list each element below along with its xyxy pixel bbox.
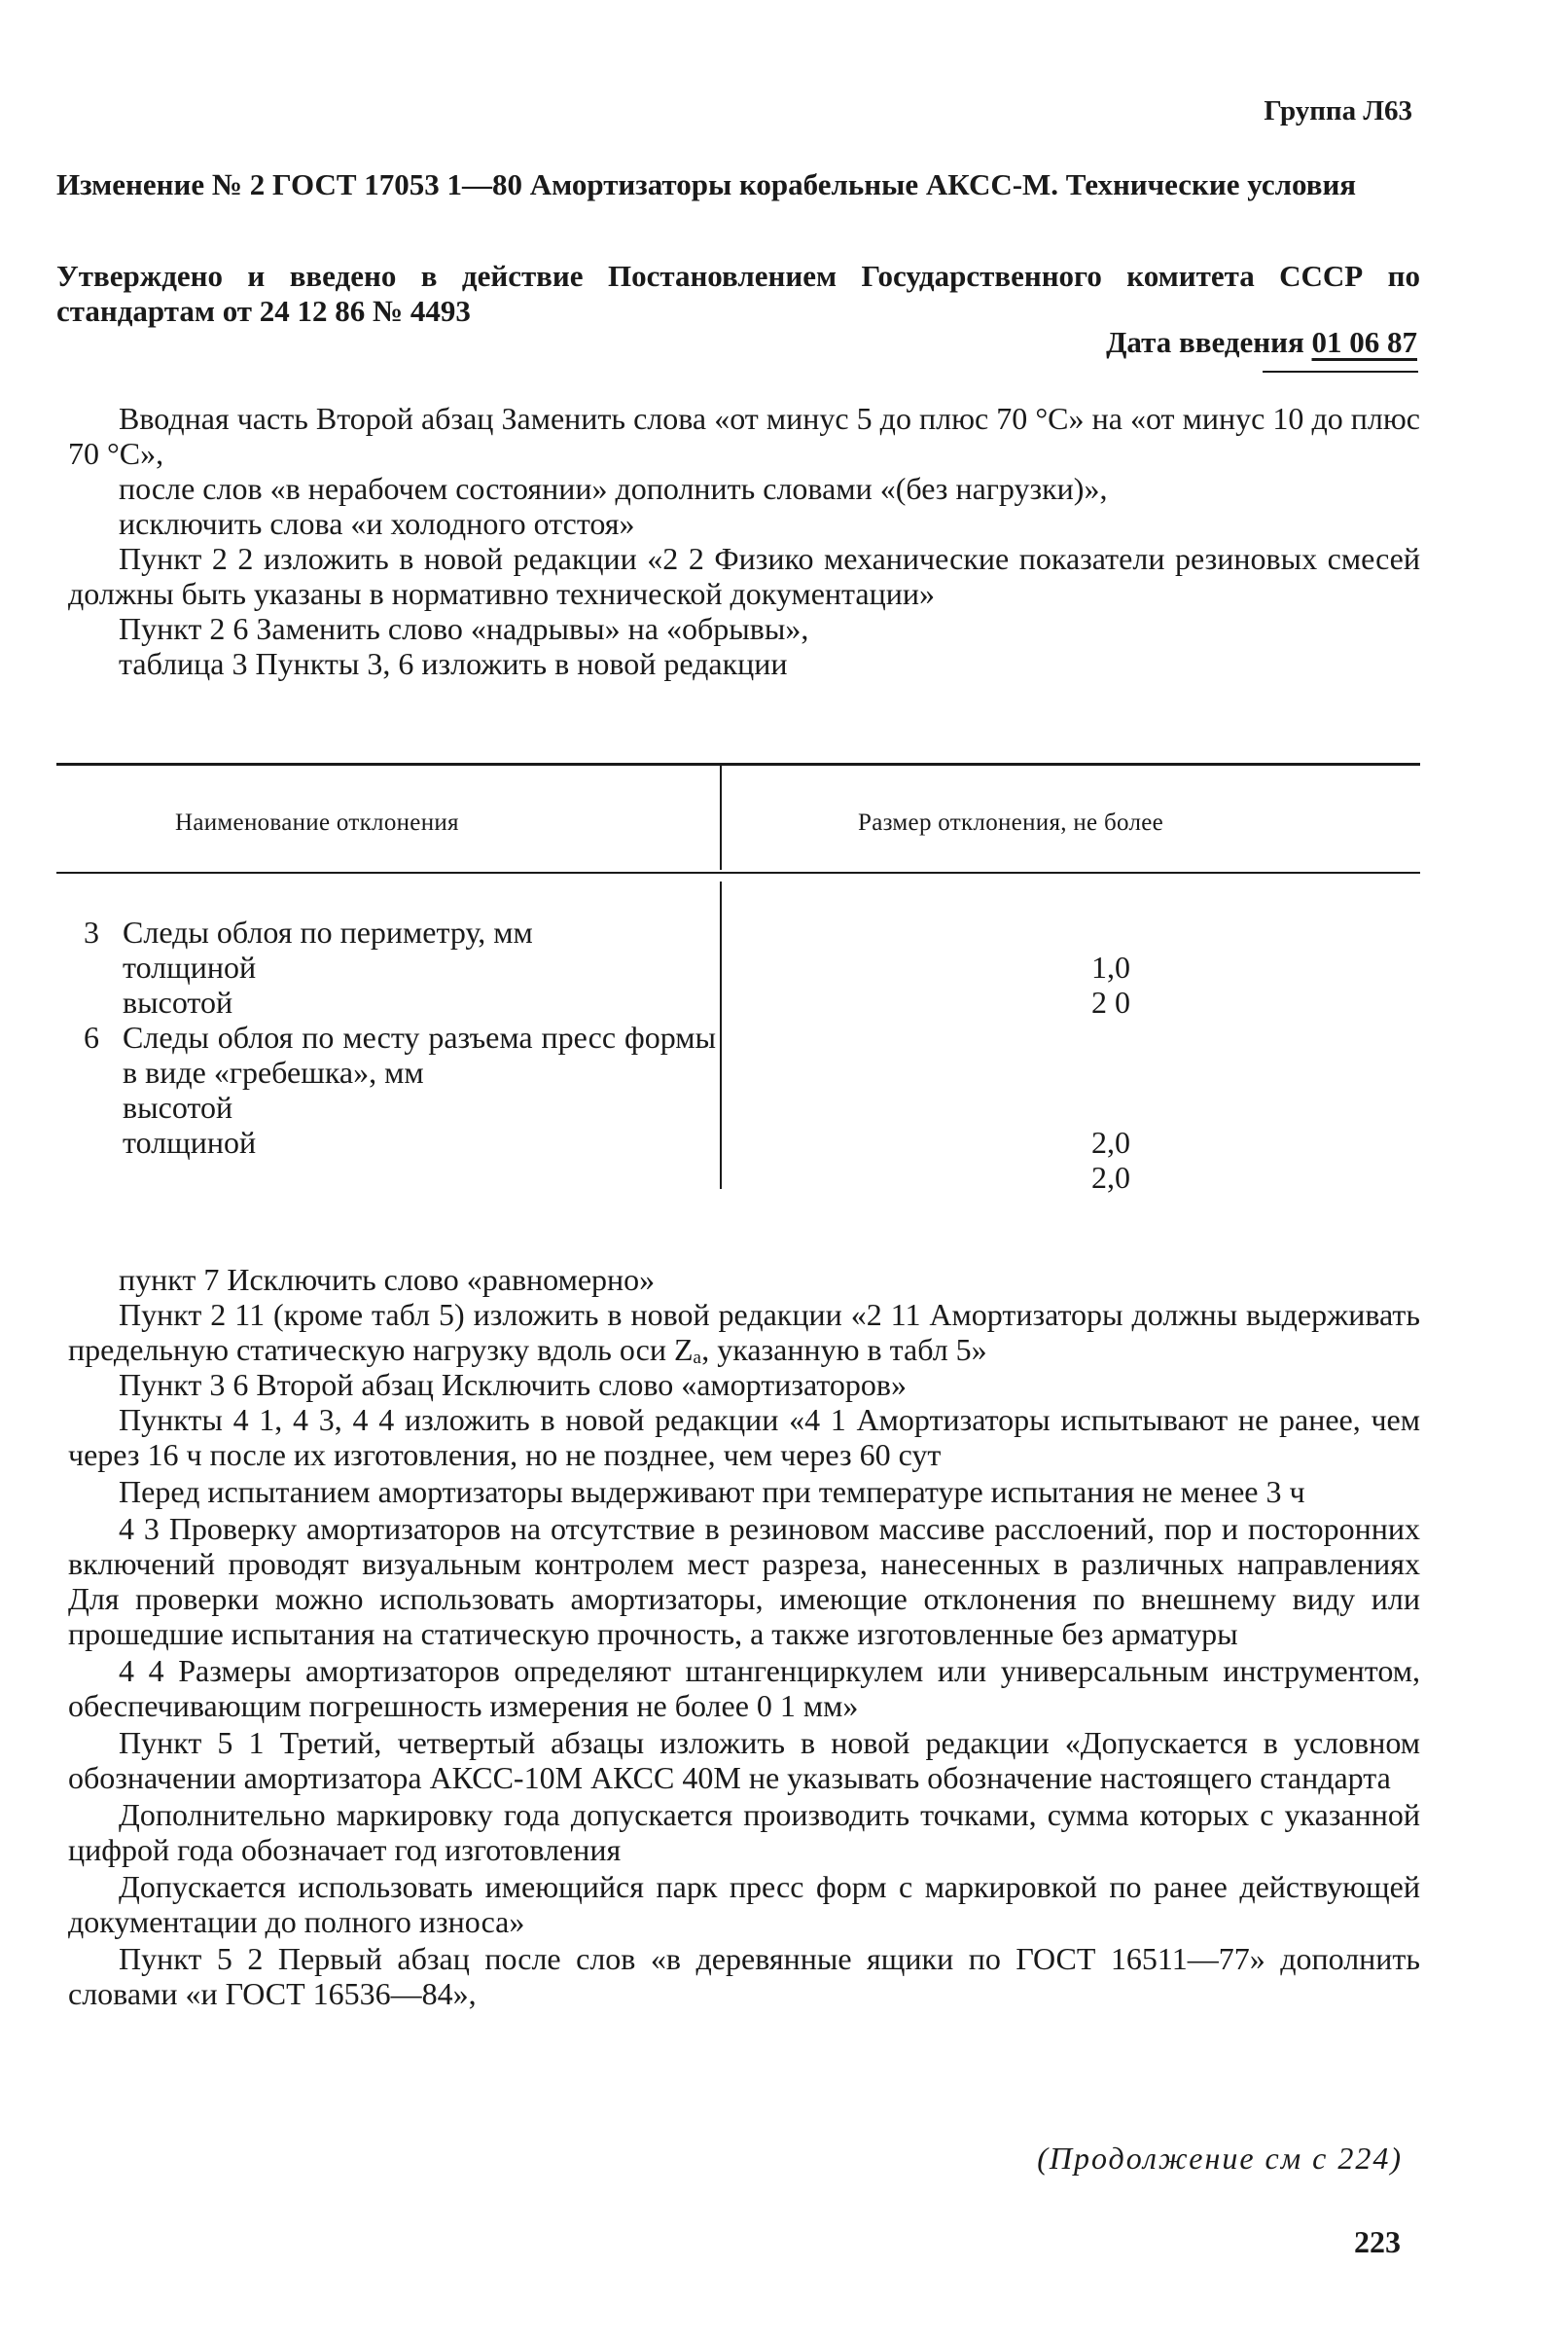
table-item-number: 6: [84, 1020, 99, 1055]
table-item-number: 3: [84, 915, 99, 950]
table-header-name: Наименование отклонения: [175, 810, 459, 836]
intro-section: [68, 401, 1420, 681]
table-row-name: высотой: [123, 1090, 233, 1125]
paragraph: после слов «в нерабочем состоянии» дополнить словами «(без нагрузки)»,: [119, 471, 1108, 506]
table-row-name: высотой: [123, 985, 233, 1020]
table-item-label: Следы облоя по месту разъема пресс формы в виде «гребешка», мм: [123, 1020, 716, 1090]
table-item: [84, 915, 716, 1020]
paragraph: Перед испытанием амортизаторы выдерживают при температуре испытания не менее 3 ч: [119, 1474, 1305, 1509]
page-number: 223: [1354, 2224, 1401, 2259]
continuation-note: (Продолжение см с 224): [1037, 2141, 1403, 2176]
table-body-values: [1072, 950, 1150, 1195]
paragraph: исключить слова «и холодного отстоя»: [119, 506, 635, 541]
approval-statement: Утверждено и введено в действие Постановлением Государственного комитета СССР по стандартам от 24 12 86 № 4493: [56, 259, 1420, 328]
group-code: Группа Л63: [1264, 95, 1412, 126]
paragraph: Допускается использовать имеющийся парк пресс форм с маркировкой по ранее действующей документации до полного износа»: [68, 1869, 1420, 1939]
paragraph: Дополнительно маркировку года допускается производить точками, сумма которых с указанной цифрой года обозначает год изготовления: [68, 1797, 1420, 1867]
paragraph: Пункты 4 1, 4 3, 4 4 изложить в новой редакции «4 1 Амортизаторы испытывают не ранее, чем через 16 ч после их изготовления, но не позднее, чем через 60 сут: [68, 1402, 1420, 1472]
paragraph: Пункт 5 1 Третий, четвертый абзацы изложить в новой редакции «Допускается в условном обозначении амортизатора АКСС-10М АКСС 40М не указывать обозначение настоящего стандарта: [68, 1725, 1420, 1795]
paragraph: 4 3 Проверку амортизаторов на отсутствие в резиновом массиве расслоений, пор и посторонних включений проводят визуальным контролем мест разреза, нанесенных в различных направлениях Для проверки можно использовать амортизаторы, имеющие отклонения по внешнему виду или прошедшие испытания на статическую прочность, а также изготовленные без арматуры: [68, 1511, 1420, 1651]
paragraph: таблица 3 Пункты 3, 6 изложить в новой редакции: [119, 646, 788, 681]
paragraph: Пункт 5 2 Первый абзац после слов «в деревянные ящики по ГОСТ 16511—77» дополнить словами «и ГОСТ 16536—84»,: [68, 1941, 1420, 2011]
table-column-divider: [720, 765, 722, 870]
table-row-value: 2,0: [1091, 1160, 1130, 1195]
table-row-value: 1,0: [1091, 950, 1130, 985]
paragraph: Пункт 2 6 Заменить слово «надрывы» на «обрывы»,: [119, 611, 809, 646]
date-underline-rule: [1263, 371, 1418, 373]
amendment-title: Изменение № 2 ГОСТ 17053 1—80 Амортизаторы корабельные АКСС-М. Технические условия: [56, 167, 1357, 201]
table-column-divider: [720, 882, 722, 1189]
table-header-rule: [56, 872, 1420, 874]
table-row-name: толщиной: [123, 1125, 257, 1160]
table-item-label: Следы облоя по периметру, мм: [123, 915, 533, 950]
effective-date-value: 01 06 87: [1311, 325, 1417, 359]
paragraph: 4 4 Размеры амортизаторов определяют штангенциркулем или универсальным инструментом, обеспечивающим погрешность измерения не более 0 1 мм»: [68, 1653, 1420, 1723]
table-row-name: толщиной: [123, 950, 257, 985]
body-section: [68, 1262, 1420, 2011]
table-item: [84, 1020, 716, 1160]
effective-date: [1106, 325, 1417, 360]
table-top-rule: [56, 763, 1420, 766]
effective-date-label: Дата введения: [1106, 325, 1304, 359]
paragraph: Пункт 2 11 (кроме табл 5) изложить в новой редакции «2 11 Амортизаторы должны выдерживать предельную статическую нагрузку вдоль оси Zₐ, указанную в табл 5»: [68, 1297, 1420, 1367]
paragraph: Пункт 3 6 Второй абзац Исключить слово «амортизаторов»: [119, 1367, 908, 1402]
paragraph: Пункт 2 2 изложить в новой редакции «2 2 Физико механические показатели резиновых смесей должны быть указаны в нормативно технической документации»: [68, 541, 1420, 611]
table-row-value: 2,0: [1091, 1125, 1130, 1160]
table-row-value: 2 0: [1091, 985, 1130, 1020]
paragraph: Вводная часть Второй абзац Заменить слова «от минус 5 до плюс 70 °С» на «от минус 10 до плюс 70 °С»,: [68, 401, 1420, 471]
table-body-names: [84, 915, 716, 1160]
paragraph: пункт 7 Исключить слово «равномерно»: [119, 1262, 656, 1297]
table-header-size: Размер отклонения, не более: [858, 810, 1164, 836]
